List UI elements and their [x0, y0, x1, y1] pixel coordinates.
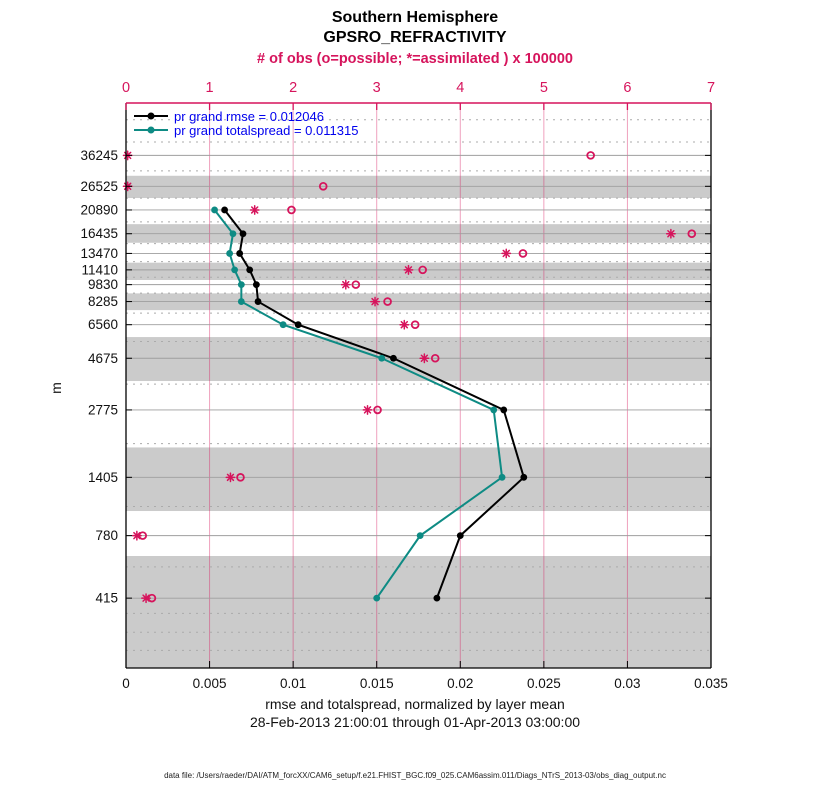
- bottom-axis-tick-label: 0.01: [280, 676, 307, 691]
- y-axis-tick-label: 9830: [87, 277, 118, 293]
- legend-label-totalspread: pr grand totalspread = 0.011315: [174, 122, 359, 138]
- y-axis-tick-label: 1405: [87, 469, 118, 485]
- totalspread-point: [238, 281, 245, 288]
- plot-title: Southern Hemisphere: [331, 9, 499, 26]
- totalspread-point: [226, 250, 233, 257]
- rmse-point: [520, 474, 527, 481]
- top-axis-tick-label: 4: [456, 80, 465, 96]
- obs-assimilated-marker: [251, 206, 259, 214]
- y-axis-tick-label: 26525: [80, 178, 118, 194]
- legend-label-rmse: pr grand rmse = 0.012046: [174, 108, 324, 124]
- obs-assimilated-marker: [371, 297, 379, 305]
- y-axis-tick-label: 13470: [80, 245, 118, 261]
- y-axis-tick-label: 8285: [87, 294, 118, 310]
- obs-assimilated-marker: [400, 320, 408, 328]
- y-axis-tick-label: 16435: [80, 226, 118, 242]
- y-axis-tick-label: 20890: [80, 202, 118, 218]
- bottom-axis-tick-label: 0.005: [192, 676, 227, 691]
- rmse-point: [221, 207, 228, 214]
- legend-row-rmse: [133, 109, 358, 123]
- rmse-point: [457, 532, 464, 539]
- obs-assimilated-marker: [363, 406, 371, 414]
- obs-assimilated-marker: [667, 230, 675, 238]
- obs-assimilated-marker: [342, 280, 350, 288]
- obs-assimilated-marker: [404, 266, 412, 274]
- x-axis-label: rmse and totalspread, normalized by layer mean: [265, 696, 565, 712]
- obs-assimilated-marker: [226, 473, 234, 481]
- plot-subtitle: GPSRO_REFRACTIVITY: [323, 29, 507, 46]
- bottom-axis-tick-label: 0.035: [694, 676, 728, 691]
- bottom-axis-tick-label: 0: [122, 676, 130, 691]
- obs-assimilated-marker: [142, 594, 150, 602]
- shaded-band: [126, 176, 711, 198]
- legend-row-totalspread: [133, 123, 358, 137]
- rmse-point: [253, 281, 260, 288]
- shaded-band: [126, 447, 711, 511]
- top-axis-tick-label: 2: [289, 80, 298, 96]
- y-axis-tick-label: 2775: [87, 402, 118, 418]
- totalspread-point: [280, 321, 287, 328]
- totalspread-point: [417, 532, 424, 539]
- totalspread-point: [238, 298, 245, 305]
- obs-count-axis-title: # of obs (o=possible; *=assimilated ) x 100000: [257, 51, 573, 67]
- y-axis-tick-label: 4675: [87, 350, 118, 366]
- totalspread-point: [378, 355, 385, 362]
- y-axis-tick-label: 780: [95, 528, 118, 544]
- y-axis-tick-label: 36245: [80, 147, 118, 163]
- rmse-point: [255, 298, 262, 305]
- rmse-point: [240, 230, 247, 237]
- totalspread-point: [230, 230, 237, 237]
- totalspread-line-swatch-icon: [133, 125, 169, 135]
- rmse-line-swatch-icon: [133, 111, 169, 121]
- totalspread-point: [211, 207, 218, 214]
- legend: [133, 109, 358, 137]
- totalspread-point: [490, 407, 497, 414]
- totalspread-point: [499, 474, 506, 481]
- totalspread-point: [231, 266, 238, 273]
- y-axis-tick-label: 11410: [81, 262, 118, 278]
- y-axis-tick-label: 415: [95, 590, 118, 606]
- y-axis-label: m: [47, 382, 64, 394]
- top-axis-tick-label: 7: [706, 80, 716, 96]
- y-axis-tick-label: 6560: [87, 317, 118, 333]
- obs-assimilated-marker: [133, 531, 141, 539]
- totalspread-point: [373, 595, 380, 602]
- bottom-axis-tick-label: 0.025: [526, 676, 561, 691]
- rmse-point: [433, 595, 440, 602]
- rmse-point: [236, 250, 243, 257]
- rmse-point: [500, 407, 507, 414]
- shaded-band: [126, 556, 711, 668]
- bottom-axis-tick-label: 0.03: [614, 676, 641, 691]
- date-range-label: 28-Feb-2013 21:00:01 through 01-Apr-2013 03:00:00: [249, 714, 581, 730]
- top-axis-tick-label: 1: [205, 80, 214, 96]
- obs-assimilated-marker: [502, 249, 510, 257]
- top-axis-tick-label: 6: [623, 80, 632, 96]
- obs-assimilated-marker: [420, 354, 428, 362]
- data-file-path: data file: /Users/raeder/DAI/ATM_forcXX/CAM6_setup/f.e21.FHIST_BGC.f09_025.CAM6assim.011/Diags_NTrS_2013-03/obs_diag_output.nc: [164, 771, 666, 780]
- rmse-point: [246, 266, 253, 273]
- rmse-point: [390, 355, 397, 362]
- bottom-axis-tick-label: 0.02: [447, 676, 474, 691]
- top-axis-tick-label: 5: [539, 80, 548, 96]
- top-axis-tick-label: 3: [372, 80, 381, 96]
- top-axis-tick-label: 0: [121, 80, 131, 96]
- rmse-point: [295, 321, 302, 328]
- bottom-axis-tick-label: 0.015: [359, 676, 394, 691]
